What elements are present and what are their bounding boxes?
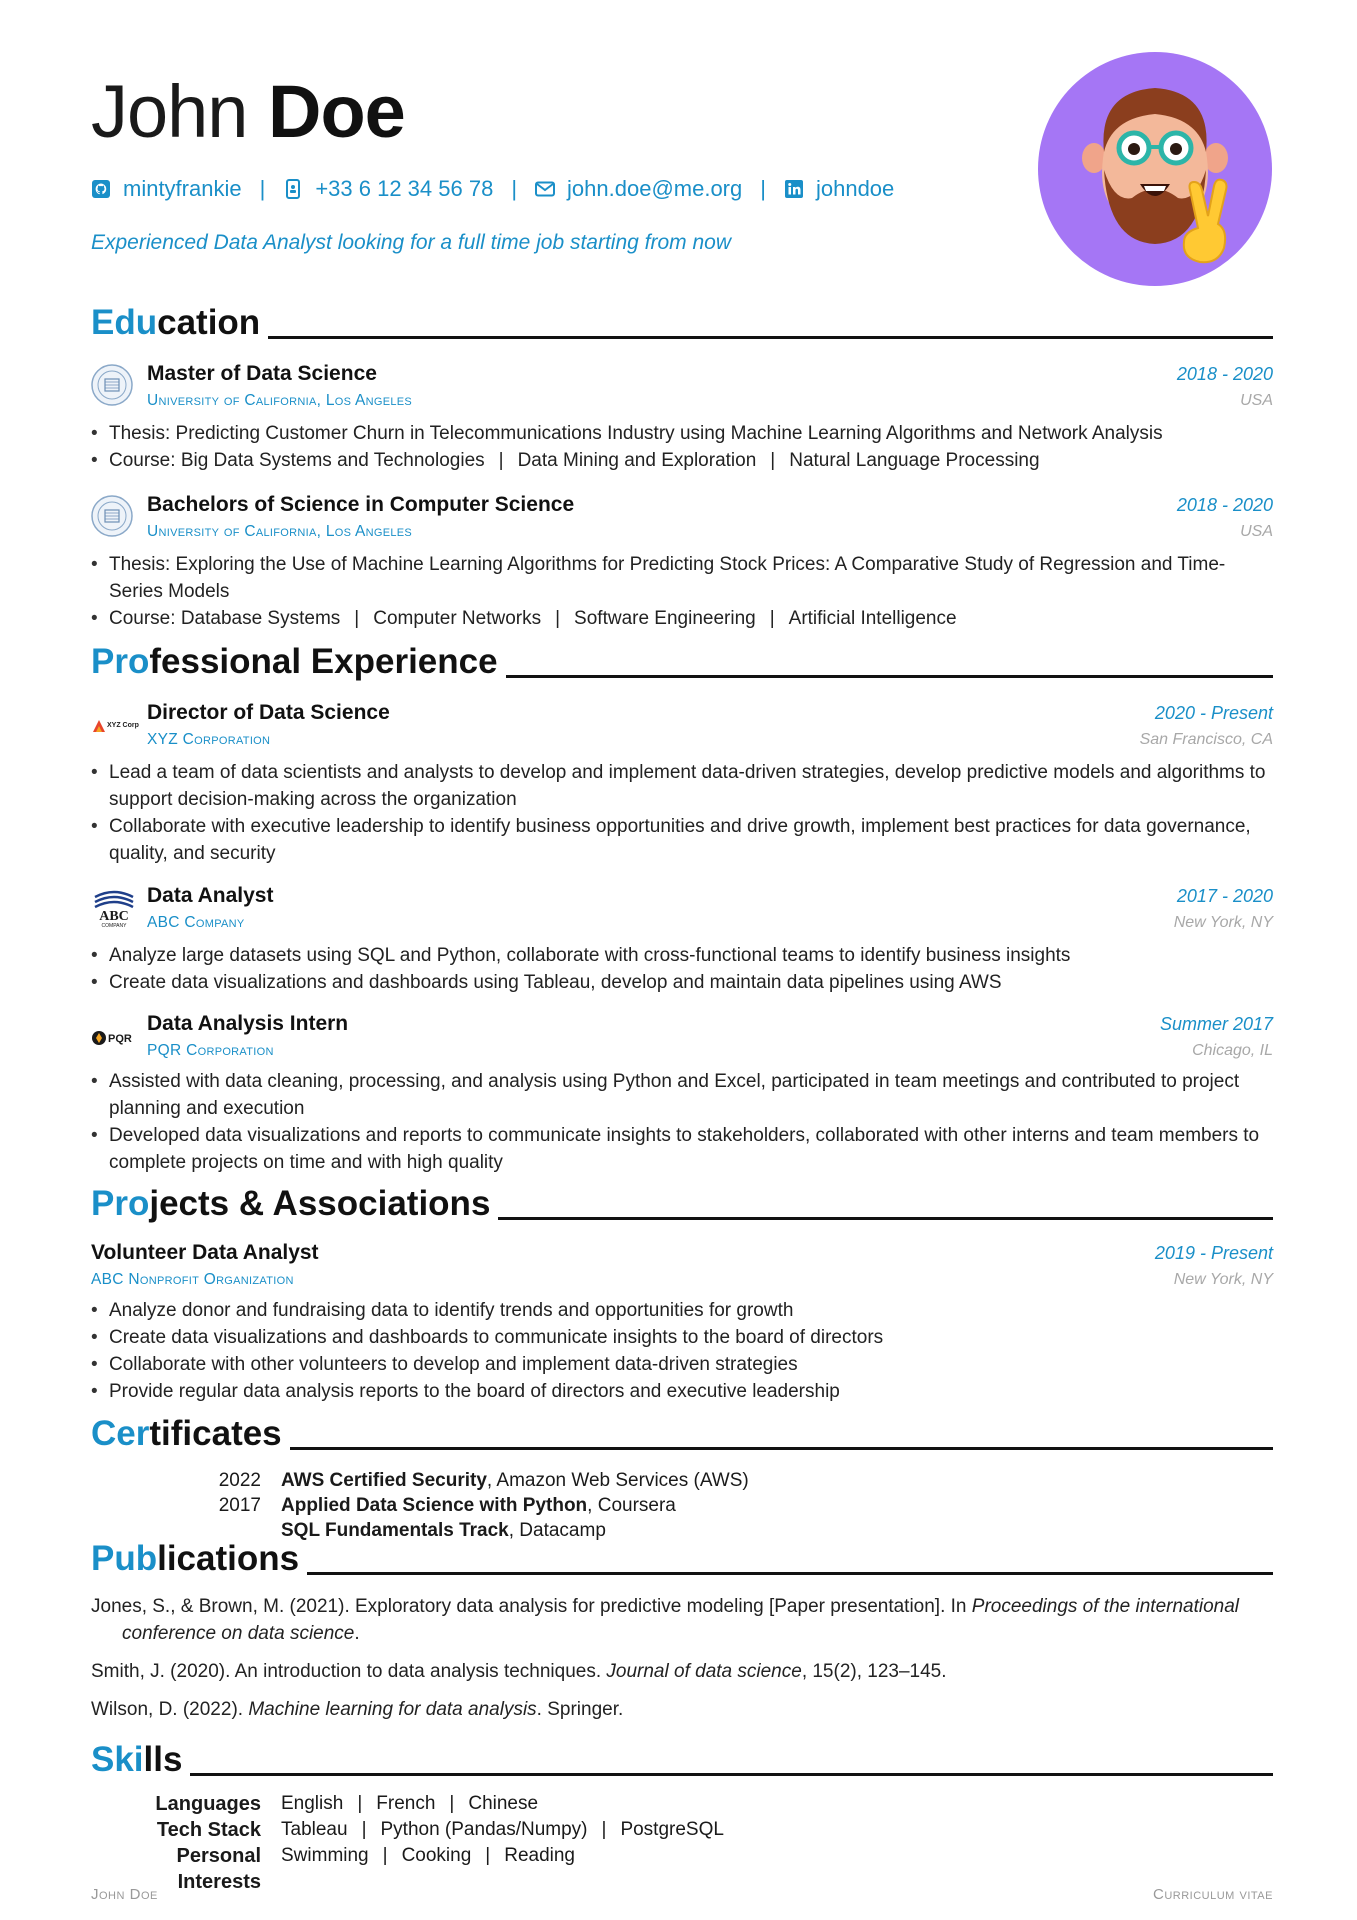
- experience-heading: [91, 642, 1273, 682]
- skill-item: Cooking: [401, 1845, 472, 1866]
- job-title: Data Analysis Intern: [147, 1012, 349, 1035]
- skill-separator: |: [449, 1793, 455, 1814]
- skill-item: French: [376, 1793, 436, 1814]
- certificate-name: SQL Fundamentals Track: [281, 1520, 509, 1541]
- section-title-highlight: Edu: [91, 303, 158, 342]
- certificate-issuer: , Coursera: [587, 1495, 676, 1516]
- section-title-rest: jects & Associations: [149, 1184, 491, 1223]
- linkedin-icon: [784, 179, 804, 199]
- skill-row: [91, 1817, 1273, 1843]
- education-dates: 2018 - 2020: [1176, 364, 1273, 384]
- list-item: • Collaborate with executive leadership to identify business opportunities and drive growth, implement best practices for data governance, quality, and security: [91, 813, 1273, 867]
- section-title: [91, 642, 498, 682]
- skill-category: Tech Stack: [156, 1819, 261, 1841]
- abc-logo-text: ABC: [99, 909, 129, 924]
- list-item: • Thesis: Predicting Customer Churn in Telecommunications Industry using Machine Learning Algorithms and Network Analysis: [91, 420, 1273, 447]
- list-item: • Analyze donor and fundraising data to identify trends and opportunities for growth: [91, 1297, 1273, 1324]
- section-title-highlight: Pro: [91, 1184, 150, 1223]
- publications-heading: [91, 1539, 1273, 1579]
- section-title-highlight: Pub: [91, 1539, 158, 1578]
- certificate-issuer: , Amazon Web Services (AWS): [486, 1470, 749, 1491]
- course-separator: |: [769, 608, 775, 629]
- job-dates: Summer 2017: [1159, 1014, 1273, 1034]
- course-item: Artificial Intelligence: [788, 608, 957, 629]
- list-item: • Collaborate with other volunteers to develop and implement data-driven strategies: [91, 1351, 1273, 1378]
- company-name: ABC Company: [147, 914, 245, 931]
- abc-company-logo: [91, 887, 137, 929]
- footer-document-type: Curriculum vitae: [1153, 1886, 1273, 1903]
- project-responsibilities: [91, 1297, 1273, 1405]
- section-title-rest: tificates: [149, 1414, 282, 1453]
- course-item: Big Data Systems and Technologies: [180, 450, 485, 471]
- first-name: John: [91, 70, 248, 153]
- course-separator: |: [555, 608, 561, 629]
- footer-name: John Doe: [91, 1886, 158, 1903]
- envelope-icon: [535, 179, 555, 199]
- skill-separator: |: [357, 1793, 363, 1814]
- skill-separator: |: [601, 1819, 607, 1840]
- tagline: Experienced Data Analyst looking for a full time job starting from now: [91, 231, 732, 254]
- list-item: [91, 605, 1241, 632]
- education-details: [91, 551, 1241, 632]
- contact-separator: |: [760, 176, 766, 201]
- certificate-row: [91, 1468, 1273, 1493]
- project-dates: 2019 - Present: [1154, 1243, 1273, 1263]
- education-dates: 2018 - 2020: [1176, 495, 1273, 515]
- company-name: XYZ Corporation: [147, 731, 271, 748]
- publication-reference: Smith, J. (2020). An introduction to data analysis techniques. Journal of data science, 15(2), 123–145.: [91, 1661, 947, 1682]
- course-separator: |: [770, 450, 776, 471]
- list-item: • Create data visualizations and dashboards to communicate insights to the board of directors: [91, 1324, 1273, 1351]
- job-location: Chicago, IL: [1192, 1042, 1273, 1059]
- section-title: [91, 1539, 299, 1579]
- job-title: Director of Data Science: [147, 701, 390, 724]
- course-item: Natural Language Processing: [789, 450, 1040, 471]
- university-seal-icon: [91, 495, 133, 537]
- job-location: San Francisco, CA: [1139, 731, 1273, 748]
- section-rule: [307, 1572, 1273, 1575]
- certificate-year: 2022: [218, 1470, 261, 1491]
- abc-logo-subtext: COMPANY: [101, 923, 127, 929]
- list-item: • Create data visualizations and dashboards using Tableau, develop and maintain data pipelines using AWS: [91, 969, 1273, 996]
- skill-separator: |: [361, 1819, 367, 1840]
- course-item: Data Mining and Exploration: [517, 450, 757, 471]
- certificate-name: AWS Certified Security: [281, 1470, 487, 1491]
- list-item: • Analyze large datasets using SQL and Python, collaborate with cross-functional teams to identify business insights: [91, 942, 1273, 969]
- job-dates: 2017 - 2020: [1176, 886, 1273, 906]
- certificate-year: 2017: [218, 1495, 261, 1516]
- education-location: USA: [1240, 523, 1273, 540]
- project-location: New York, NY: [1173, 1271, 1273, 1288]
- contact-line: [91, 176, 894, 202]
- skill-category: Languages: [155, 1793, 261, 1815]
- skill-item: Tableau: [281, 1819, 348, 1840]
- list-item: • Thesis: Exploring the Use of Machine Learning Algorithms for Predicting Stock Prices: A Comparative Study of Regression and Time-Series Models: [91, 551, 1241, 605]
- list-item: • Lead a team of data scientists and analysts to develop and implement data-driven strategies, develop predictive models and algorithms to support decision-making across the organization: [91, 759, 1273, 813]
- certificate-name: Applied Data Science with Python: [281, 1495, 588, 1516]
- job-responsibilities: [91, 759, 1273, 867]
- phone-icon: [283, 179, 303, 199]
- project-organization: ABC Nonprofit Organization: [91, 1271, 294, 1288]
- section-title: [91, 1184, 490, 1224]
- job-location: New York, NY: [1173, 914, 1273, 931]
- publication-reference: Wilson, D. (2022). Machine learning for data analysis. Springer.: [91, 1699, 624, 1720]
- skill-item: Reading: [504, 1845, 575, 1866]
- section-title-highlight: Ski: [91, 1740, 144, 1779]
- candidate-name: [91, 72, 405, 152]
- course-item: Computer Networks: [373, 608, 542, 629]
- section-rule: [190, 1773, 1273, 1776]
- section-rule: [290, 1447, 1273, 1450]
- skills-heading: [91, 1740, 1273, 1780]
- section-title-highlight: Pro: [91, 642, 150, 681]
- institution-name: University of California, Los Angeles: [147, 392, 413, 409]
- certificates-heading: [91, 1414, 1273, 1454]
- projects-heading: [91, 1184, 1273, 1224]
- certificate-issuer: , Datacamp: [508, 1520, 606, 1541]
- xyz-corp-logo-text: XYZ Corp: [107, 722, 139, 729]
- job-title: Data Analyst: [147, 884, 274, 907]
- avatar: [1038, 52, 1272, 286]
- section-title-rest: cation: [157, 303, 261, 342]
- github-link[interactable]: mintyfrankie: [123, 176, 242, 201]
- section-rule: [506, 675, 1273, 678]
- list-item: • Assisted with data cleaning, processing, and analysis using Python and Excel, participated in team meetings and contributed to project planning and execution: [91, 1068, 1273, 1122]
- section-title-rest: lications: [157, 1539, 300, 1578]
- degree-title: Master of Data Science: [147, 362, 377, 385]
- publication-reference: Jones, S., & Brown, M. (2021). Exploratory data analysis for predictive modeling [Paper presentation]. In Proceedings of the international conference on data science.: [91, 1596, 1240, 1644]
- xyz-corp-logo: [91, 706, 141, 748]
- course-separator: |: [354, 608, 360, 629]
- certificate-list: [91, 1468, 1273, 1543]
- education-heading: [91, 303, 1273, 343]
- skill-category: Personal Interests: [176, 1845, 261, 1893]
- skill-item: Chinese: [468, 1793, 539, 1814]
- publication-list: [91, 1593, 1273, 1723]
- list-item: • Provide regular data analysis reports to the board of directors and executive leadership: [91, 1378, 1273, 1405]
- skill-item: English: [281, 1793, 344, 1814]
- section-title: [91, 1740, 182, 1780]
- skill-separator: |: [382, 1845, 388, 1866]
- job-responsibilities: [91, 1068, 1273, 1176]
- course-item: Software Engineering: [574, 608, 756, 629]
- course-label: Course:: [109, 450, 176, 471]
- course-label: Course:: [109, 608, 176, 629]
- degree-title: Bachelors of Science in Computer Science: [147, 493, 575, 516]
- section-rule: [268, 336, 1273, 339]
- skills-list: [91, 1791, 1273, 1895]
- list-item: • Developed data visualizations and reports to communicate insights to stakeholders, collaborated with other interns and team members to complete projects on time and with high quality: [91, 1122, 1273, 1176]
- list-item: [91, 447, 1273, 474]
- phone-number[interactable]: +33 6 12 34 56 78: [315, 176, 494, 201]
- job-dates: 2020 - Present: [1154, 703, 1273, 723]
- skill-separator: |: [485, 1845, 491, 1866]
- course-item: Database Systems: [180, 608, 341, 629]
- pqr-corp-logo: [91, 1024, 137, 1052]
- course-separator: |: [498, 450, 504, 471]
- section-title-rest: lls: [143, 1740, 183, 1779]
- university-seal-icon: [91, 364, 133, 406]
- section-title: [91, 1414, 282, 1454]
- institution-name: University of California, Los Angeles: [147, 523, 413, 540]
- skill-row: [91, 1791, 1273, 1817]
- contact-separator: |: [511, 176, 518, 201]
- linkedin-link[interactable]: johndoe: [815, 176, 895, 201]
- skill-item: PostgreSQL: [620, 1819, 724, 1840]
- skill-item: Swimming: [281, 1845, 369, 1866]
- section-title: [91, 303, 260, 343]
- email-link[interactable]: john.doe@me.org: [567, 176, 743, 201]
- pqr-logo-text: PQR: [108, 1033, 132, 1045]
- section-title-highlight: Cer: [91, 1414, 150, 1453]
- education-location: USA: [1240, 392, 1273, 409]
- section-title-rest: fessional Experience: [149, 642, 498, 681]
- certificate-row: [91, 1493, 1273, 1518]
- github-icon: [91, 179, 111, 199]
- project-title: Volunteer Data Analyst: [91, 1241, 319, 1264]
- section-rule: [498, 1217, 1273, 1220]
- last-name: Doe: [268, 70, 405, 153]
- skill-row: [91, 1843, 1273, 1895]
- contact-separator: |: [259, 176, 266, 201]
- skill-item: Python (Pandas/Numpy): [380, 1819, 588, 1840]
- company-name: PQR Corporation: [147, 1042, 274, 1059]
- job-responsibilities: [91, 942, 1273, 996]
- education-details: [91, 420, 1273, 474]
